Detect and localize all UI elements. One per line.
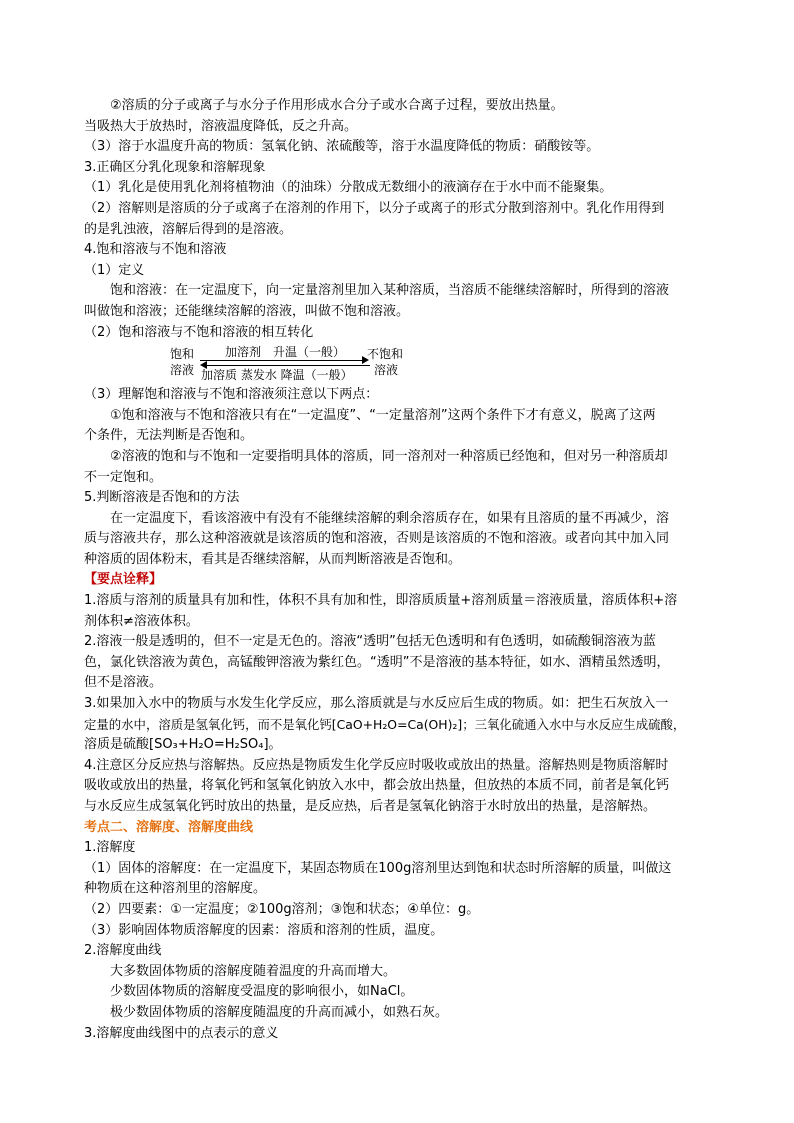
document-page	[84, 96, 716, 1044]
text-line: 色，氯化铁溶液为黄色，高锰酸钾溶液为紫红色。“透明”不是溶液的基本特征，如水、酒精虽然透明，	[84, 654, 670, 670]
text-line: 种物质在这种溶剂里的溶解度。	[84, 881, 267, 897]
text-line: （3）影响固体物质溶解度的因素：溶质和溶剂的性质，温度。	[84, 922, 444, 938]
text-line: （2）饱和溶液与不饱和溶液的相互转化	[84, 324, 314, 340]
text-line: 不一定饱和。	[84, 469, 163, 485]
diagram-right-top: 不饱和	[367, 347, 404, 362]
text-line: ②溶液的饱和与不饱和一定要指明具体的溶质，同一溶剂对一种溶质已经饱和，但对另一种溶质却	[110, 448, 668, 464]
text-line: （3）理解饱和溶液与不饱和溶液须注意以下两点：	[84, 387, 379, 403]
section-heading: 1.溶解度	[84, 840, 136, 856]
diagram-left-bottom: 溶液	[170, 363, 195, 378]
exam-point-heading: 考点二、溶解度、溶解度曲线	[84, 819, 254, 835]
text-line: 溶质是硫酸[SO₃+H₂O=H₂SO₄]。	[84, 737, 282, 753]
text-line: 的是乳浊液，溶解后得到的是溶液。	[84, 221, 293, 237]
text-line: 3.如果加入水中的物质与水发生化学反应，那么溶质就是与水反应后生成的物质。如：把生石灰放入一	[84, 696, 669, 712]
text-line: 但不是溶液。	[84, 675, 163, 691]
forward-arrow	[200, 360, 363, 361]
section-heading: 5.判断溶液是否饱和的方法	[84, 490, 240, 506]
key-points-heading: 【要点诠释】	[84, 572, 163, 588]
text-line: 个条件，无法判断是否饱和。	[84, 428, 254, 444]
diagram-lower-label: 加溶质 蒸发水 降温（一般）	[201, 368, 353, 383]
text-line: 当吸热大于放热时，溶液温度降低，反之升高。	[84, 118, 358, 134]
text-line: 种溶质的固体粉末，看其是否继续溶解，从而判断溶液是否饱和。	[84, 551, 462, 567]
section-heading: 4.饱和溶液与不饱和溶液	[84, 242, 227, 258]
text-line: （1）固体的溶解度：在一定温度下，某固态物质在100g溶剂里达到饱和状态时所溶解的质量，叫做这	[84, 860, 672, 876]
text-line: 2.溶液一般是透明的，但不一定是无色的。溶液“透明”包括无色透明和有色透明，如硫酸铜溶液为蓝	[84, 634, 656, 650]
section-heading: 2.溶解度曲线	[84, 943, 162, 959]
text-line: （2）四要素：①一定温度；②100g溶剂；③饱和状态；④单位：g。	[84, 901, 480, 917]
diagram-right-bottom: 溶液	[374, 363, 399, 378]
conversion-diagram	[84, 345, 716, 383]
text-line: 与水反应生成氢氧化钙时放出的热量，是反应热，后者是氢氧化钠溶于水时放出的热量，是溶解热。	[84, 799, 657, 814]
text-line: 叫做饱和溶液；还能继续溶解的溶液，叫做不饱和溶液。	[84, 303, 410, 319]
text-line: 4.注意区分反应热与溶解热。反应热是物质发生化学反应时吸收或放出的热量。溶解热则是物质溶解时	[84, 757, 669, 773]
text-line: （3）溶于水温度升高的物质：氢氧化钠、浓硫酸等，溶于水温度降低的物质：硝酸铵等。	[84, 139, 600, 155]
text-line: ②溶质的分子或离子与水分子作用形成水合分子或水合离子过程，要放出热量。	[110, 98, 564, 113]
text-line: 极少数固体物质的溶解度随温度的升高而减小，如熟石灰。	[110, 1004, 449, 1020]
text-line: ①饱和溶液与不饱和溶液只有在“一定温度”、“一定量溶剂”这两个条件下才有意义，脱离了这两	[110, 407, 656, 423]
text-line: （1）乳化是使用乳化剂将植物油（的油珠）分散成无数细小的液滴存在于水中而不能聚集。	[84, 180, 613, 196]
text-line: 定量的水中，溶质是氢氧化钙，而不是氧化钙[CaO+H₂O=Ca(OH)₂]；三氧化硫通入水中与水反应生成硫酸，	[84, 716, 686, 732]
text-line: （2）溶解则是溶质的分子或离子在溶剂的作用下，以分子或离子的形式分散到溶剂中。乳化作用得到	[84, 200, 665, 216]
text-line: （1）定义	[84, 262, 145, 278]
diagram-upper-label: 加溶剂 升温（一般）	[225, 345, 346, 360]
text-line: 饱和溶液：在一定温度下，向一定量溶剂里加入某种溶质，当溶质不能继续溶解时，所得到的溶液	[110, 283, 670, 299]
text-line: 大多数固体物质的溶解度随着温度的升高而增大。	[110, 963, 397, 979]
text-line: 剂体积≠溶液体积。	[84, 613, 199, 629]
text-line: 吸收或放出的热量，将氧化钙和氢氧化钠放入水中，都会放出热量，但放热的本质不同，前者是氧化钙	[84, 778, 670, 794]
backward-arrow	[207, 365, 370, 366]
section-heading: 3.正确区分乳化现象和溶解现象	[84, 159, 266, 175]
text-line: 质与溶液共存，那么这种溶液就是该溶质的饱和溶液，否则是该溶质的不饱和溶液。或者向其中加入同	[84, 531, 670, 547]
text-line: 在一定温度下，看该溶液中有没有不能继续溶解的剩余溶质存在，如果有且溶质的量不再减少，溶	[110, 510, 670, 526]
diagram-left-top: 饱和	[170, 347, 195, 362]
text-line: 少数固体物质的溶解度受温度的影响很小，如NaCl。	[110, 984, 414, 1000]
text-line: 1.溶质与溶剂的质量具有加和性，体积不具有加和性，即溶质质量+溶剂质量＝溶液质量，溶质体积+溶	[84, 593, 678, 609]
section-heading: 3.溶解度曲线图中的点表示的意义	[84, 1025, 279, 1041]
